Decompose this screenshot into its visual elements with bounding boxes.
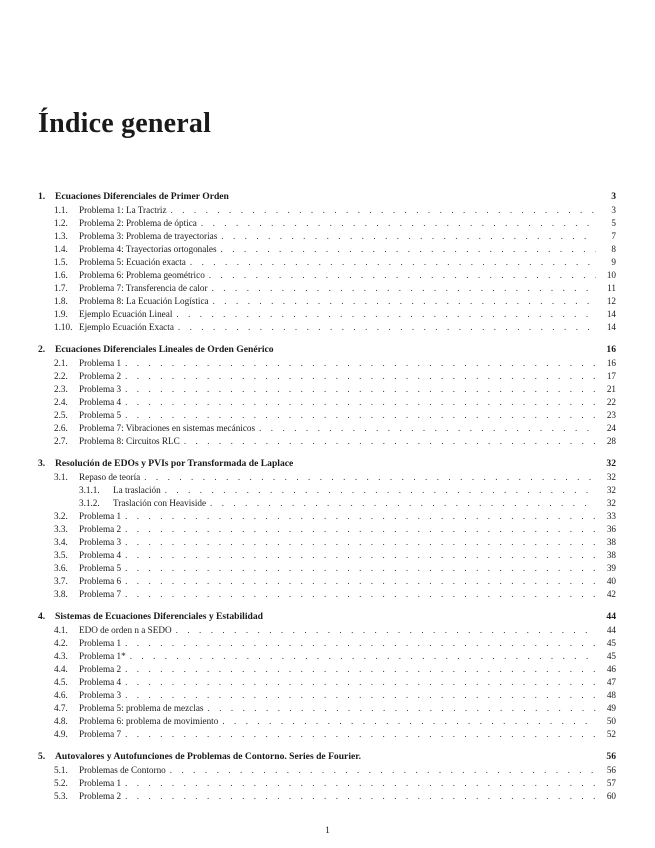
- section-title: Problema 4: Trayectorias ortogonales: [79, 244, 217, 254]
- section-number: 1.10.: [54, 322, 73, 332]
- section-number: 4.2.: [54, 638, 68, 648]
- section-page: 45: [606, 638, 616, 648]
- dot-leader: [209, 269, 596, 282]
- section-number: 4.7.: [54, 703, 68, 713]
- section-title: Problema 2: [79, 791, 122, 801]
- section-title: Problema 7: [79, 729, 122, 739]
- dot-leader: [125, 396, 596, 409]
- section-page: 8: [611, 244, 616, 254]
- section-page: 16: [606, 358, 616, 368]
- dot-leader: [190, 256, 596, 269]
- section-number: 4.1.: [54, 625, 68, 635]
- section-title: Problema 8: Circuitos RLC: [79, 436, 180, 446]
- section-number: 4.9.: [54, 729, 68, 739]
- dot-leader: [259, 422, 596, 435]
- section-number: 1.7.: [54, 283, 68, 293]
- toc-section-entry[interactable]: [38, 728, 616, 741]
- section-number: 4.8.: [54, 716, 68, 726]
- section-number: 1.5.: [54, 257, 68, 267]
- toc-section-entry[interactable]: [38, 650, 616, 663]
- section-number: 1.3.: [54, 231, 68, 241]
- toc-chapter-entry[interactable]: [38, 456, 616, 471]
- chapter-number: 2.: [38, 344, 46, 355]
- dot-leader: [125, 523, 596, 536]
- section-page: 5: [611, 218, 616, 228]
- toc-section-entry[interactable]: [38, 256, 616, 269]
- section-page: 40: [606, 576, 616, 586]
- toc-subsection-entry[interactable]: [38, 497, 616, 510]
- toc-chapter: [38, 189, 616, 334]
- toc-section-entry[interactable]: [38, 764, 616, 777]
- section-page: 24: [606, 423, 616, 433]
- dot-leader: [208, 702, 597, 715]
- section-title: Problema 3: [79, 537, 122, 547]
- section-page: 12: [606, 296, 616, 306]
- chapter-title: Resolución de EDOs y PVIs por Transformada de Laplace: [55, 458, 294, 469]
- section-number: 2.6.: [54, 423, 68, 433]
- toc-chapter: [38, 456, 616, 601]
- section-number: 1.8.: [54, 296, 68, 306]
- toc-section-entry[interactable]: [38, 523, 616, 536]
- section-page: 3: [611, 205, 616, 215]
- toc-chapter-entry[interactable]: [38, 342, 616, 357]
- section-number: 1.2.: [54, 218, 68, 228]
- dot-leader: [125, 383, 596, 396]
- toc-section-entry[interactable]: [38, 510, 616, 523]
- toc-section-entry[interactable]: [38, 435, 616, 448]
- dot-leader: [171, 204, 596, 217]
- dot-leader: [125, 728, 596, 741]
- toc-section-entry[interactable]: [38, 624, 616, 637]
- dot-leader: [221, 230, 596, 243]
- dot-leader: [178, 321, 596, 334]
- chapter-page: 3: [611, 191, 616, 202]
- toc-section-entry[interactable]: [38, 230, 616, 243]
- section-number: 3.5.: [54, 550, 68, 560]
- section-number: 2.3.: [54, 384, 68, 394]
- toc-section-entry[interactable]: [38, 676, 616, 689]
- dot-leader: [222, 715, 596, 728]
- dot-leader: [176, 308, 596, 321]
- toc-section-entry[interactable]: [38, 308, 616, 321]
- toc-section-entry[interactable]: [38, 562, 616, 575]
- section-title: Problemas de Contorno: [79, 765, 166, 775]
- toc-chapter-entry[interactable]: [38, 609, 616, 624]
- toc-section-entry[interactable]: [38, 715, 616, 728]
- section-page: 48: [606, 690, 616, 700]
- section-page: 56: [606, 765, 616, 775]
- section-title: EDO de orden n a SEDO: [79, 625, 172, 635]
- dot-leader: [125, 575, 596, 588]
- chapter-number: 1.: [38, 191, 46, 202]
- section-page: 38: [606, 550, 616, 560]
- section-title: Problema 1*: [79, 651, 126, 661]
- chapter-number: 5.: [38, 751, 46, 762]
- section-title: Problema 1: La Tractriz: [79, 205, 167, 215]
- section-title: Problema 2: [79, 524, 122, 534]
- toc-section-entry[interactable]: [38, 689, 616, 702]
- section-title: Ejemplo Ecuación Lineal: [79, 309, 173, 319]
- chapter-page: 16: [606, 344, 616, 355]
- section-page: 10: [606, 270, 616, 280]
- toc-section-entry[interactable]: [38, 204, 616, 217]
- toc-subsection-entry[interactable]: [38, 484, 616, 497]
- section-title: Problema 5: problema de mezclas: [79, 703, 204, 713]
- toc-section-entry[interactable]: [38, 269, 616, 282]
- section-number: 2.1.: [54, 358, 68, 368]
- toc-section-entry[interactable]: [38, 217, 616, 230]
- section-title: Problema 3: [79, 690, 122, 700]
- page-title: Índice general: [38, 108, 212, 139]
- section-title: Problema 4: [79, 397, 122, 407]
- dot-leader: [170, 764, 596, 777]
- section-number: 3.1.1.: [79, 485, 100, 495]
- dot-leader: [125, 689, 596, 702]
- section-title: Problema 3: [79, 384, 122, 394]
- section-page: 44: [606, 625, 616, 635]
- section-page: 9: [611, 257, 616, 267]
- section-page: 23: [606, 410, 616, 420]
- toc-chapter: [38, 342, 616, 448]
- dot-leader: [213, 295, 596, 308]
- section-title: Problema 2: [79, 664, 122, 674]
- section-page: 42: [606, 589, 616, 599]
- section-page: 50: [606, 716, 616, 726]
- chapter-title: Sistemas de Ecuaciones Diferenciales y Estabilidad: [55, 611, 263, 622]
- dot-leader: [125, 637, 596, 650]
- section-page: 11: [607, 283, 616, 293]
- section-number: 2.7.: [54, 436, 68, 446]
- section-page: 39: [606, 563, 616, 573]
- toc-section-entry[interactable]: [38, 357, 616, 370]
- section-number: 1.6.: [54, 270, 68, 280]
- dot-leader: [125, 549, 596, 562]
- chapter-number: 4.: [38, 611, 46, 622]
- dot-leader: [210, 497, 596, 510]
- section-page: 21: [606, 384, 616, 394]
- section-title: Problema 5: [79, 410, 122, 420]
- toc-section-entry[interactable]: [38, 637, 616, 650]
- chapter-number: 3.: [38, 458, 46, 469]
- section-title: Problema 7: Vibraciones en sistemas mecánicos: [79, 423, 256, 433]
- dot-leader: [201, 217, 596, 230]
- toc-section-entry[interactable]: [38, 409, 616, 422]
- toc-section-entry[interactable]: [38, 295, 616, 308]
- toc-chapter-entry[interactable]: [38, 749, 616, 764]
- section-number: 2.4.: [54, 397, 68, 407]
- section-page: 52: [606, 729, 616, 739]
- dot-leader: [125, 370, 596, 383]
- dot-leader: [125, 588, 596, 601]
- dot-leader: [125, 357, 596, 370]
- toc-section-entry[interactable]: [38, 383, 616, 396]
- section-page: 32: [606, 485, 616, 495]
- section-title: Problema 6: Problema geométrico: [79, 270, 205, 280]
- dot-leader: [125, 663, 596, 676]
- toc-section-entry[interactable]: [38, 422, 616, 435]
- section-page: 47: [606, 677, 616, 687]
- section-number: 3.4.: [54, 537, 68, 547]
- section-title: Problema 3: Problema de trayectorias: [79, 231, 218, 241]
- page-number: 1: [325, 826, 330, 836]
- section-number: 2.5.: [54, 410, 68, 420]
- dot-leader: [212, 282, 596, 295]
- dot-leader: [125, 562, 596, 575]
- section-number: 3.8.: [54, 589, 68, 599]
- section-number: 4.4.: [54, 664, 68, 674]
- dot-leader: [125, 510, 596, 523]
- section-page: 14: [606, 309, 616, 319]
- chapter-page: 44: [606, 611, 616, 622]
- section-title: Problema 2: Problema de óptica: [79, 218, 197, 228]
- section-number: 3.6.: [54, 563, 68, 573]
- section-title: Problema 7: Transferencia de calor: [79, 283, 208, 293]
- section-title: Problema 1: [79, 511, 122, 521]
- section-title: Problema 4: [79, 550, 122, 560]
- section-title: Problema 2: [79, 371, 122, 381]
- section-title: Problema 1: [79, 638, 122, 648]
- section-page: 57: [606, 778, 616, 788]
- chapter-title: Ecuaciones Diferenciales Lineales de Orden Genérico: [55, 344, 274, 355]
- section-page: 32: [606, 472, 616, 482]
- dot-leader: [125, 790, 596, 803]
- section-number: 5.3.: [54, 791, 68, 801]
- section-title: Traslación con Heaviside: [113, 498, 207, 508]
- section-title: Problema 6: problema de movimiento: [79, 716, 219, 726]
- section-number: 3.2.: [54, 511, 68, 521]
- toc-section-entry[interactable]: [38, 588, 616, 601]
- dot-leader: [125, 536, 596, 549]
- section-number: 1.1.: [54, 205, 68, 215]
- section-page: 22: [606, 397, 616, 407]
- section-number: 3.7.: [54, 576, 68, 586]
- toc-chapter: [38, 609, 616, 741]
- toc-section-entry[interactable]: [38, 702, 616, 715]
- toc-section-entry[interactable]: [38, 370, 616, 383]
- section-page: 7: [611, 231, 616, 241]
- section-title: Ejemplo Ecuación Exacta: [79, 322, 174, 332]
- section-page: 17: [606, 371, 616, 381]
- toc-section-entry[interactable]: [38, 777, 616, 790]
- toc-chapter-entry[interactable]: [38, 189, 616, 204]
- section-page: 60: [606, 791, 616, 801]
- toc-section-entry[interactable]: [38, 321, 616, 334]
- dot-leader: [125, 676, 596, 689]
- toc-section-entry[interactable]: [38, 663, 616, 676]
- dot-leader: [176, 624, 596, 637]
- section-page: 14: [606, 322, 616, 332]
- toc-section-entry[interactable]: [38, 549, 616, 562]
- section-page: 38: [606, 537, 616, 547]
- chapter-title: Autovalores y Autofunciones de Problemas de Contorno. Series de Fourier.: [55, 751, 362, 762]
- chapter-page: 56: [606, 751, 616, 762]
- toc-section-entry[interactable]: [38, 396, 616, 409]
- section-number: 1.4.: [54, 244, 68, 254]
- section-number: 1.9.: [54, 309, 68, 319]
- toc-section-entry[interactable]: [38, 243, 616, 256]
- section-title: Problema 6: [79, 576, 122, 586]
- section-number: 5.1.: [54, 765, 68, 775]
- section-number: 3.1.: [54, 472, 68, 482]
- section-number: 4.3.: [54, 651, 68, 661]
- section-title: Repaso de teoría: [79, 472, 141, 482]
- toc-section-entry[interactable]: [38, 790, 616, 803]
- toc-section-entry[interactable]: [38, 282, 616, 295]
- section-title: Problema 5: [79, 563, 122, 573]
- section-title: Problema 7: [79, 589, 122, 599]
- section-page: 28: [606, 436, 616, 446]
- chapter-title: Ecuaciones Diferenciales de Primer Orden: [55, 191, 229, 202]
- section-title: Problema 1: [79, 358, 122, 368]
- section-title: Problema 4: [79, 677, 122, 687]
- section-page: 45: [606, 651, 616, 661]
- section-title: Problema 1: [79, 778, 122, 788]
- dot-leader: [144, 471, 596, 484]
- section-number: 3.3.: [54, 524, 68, 534]
- section-page: 46: [606, 664, 616, 674]
- section-page: 36: [606, 524, 616, 534]
- section-number: 3.1.2.: [79, 498, 100, 508]
- dot-leader: [221, 243, 596, 256]
- dot-leader: [125, 777, 596, 790]
- chapter-page: 32: [606, 458, 616, 469]
- dot-leader: [165, 484, 596, 497]
- section-number: 4.5.: [54, 677, 68, 687]
- dot-leader: [125, 409, 596, 422]
- toc-section-entry[interactable]: [38, 471, 616, 484]
- toc-section-entry[interactable]: [38, 536, 616, 549]
- section-page: 33: [606, 511, 616, 521]
- toc-chapter: [38, 749, 616, 803]
- section-page: 49: [606, 703, 616, 713]
- section-number: 5.2.: [54, 778, 68, 788]
- dot-leader: [184, 435, 596, 448]
- section-title: La traslación: [113, 485, 161, 495]
- section-number: 4.6.: [54, 690, 68, 700]
- toc-section-entry[interactable]: [38, 575, 616, 588]
- section-page: 32: [606, 498, 616, 508]
- section-title: Problema 8: La Ecuación Logística: [79, 296, 209, 306]
- table-of-contents: [38, 189, 616, 811]
- dot-leader: [130, 650, 596, 663]
- section-number: 2.2.: [54, 371, 68, 381]
- section-title: Problema 5: Ecuación exacta: [79, 257, 186, 267]
